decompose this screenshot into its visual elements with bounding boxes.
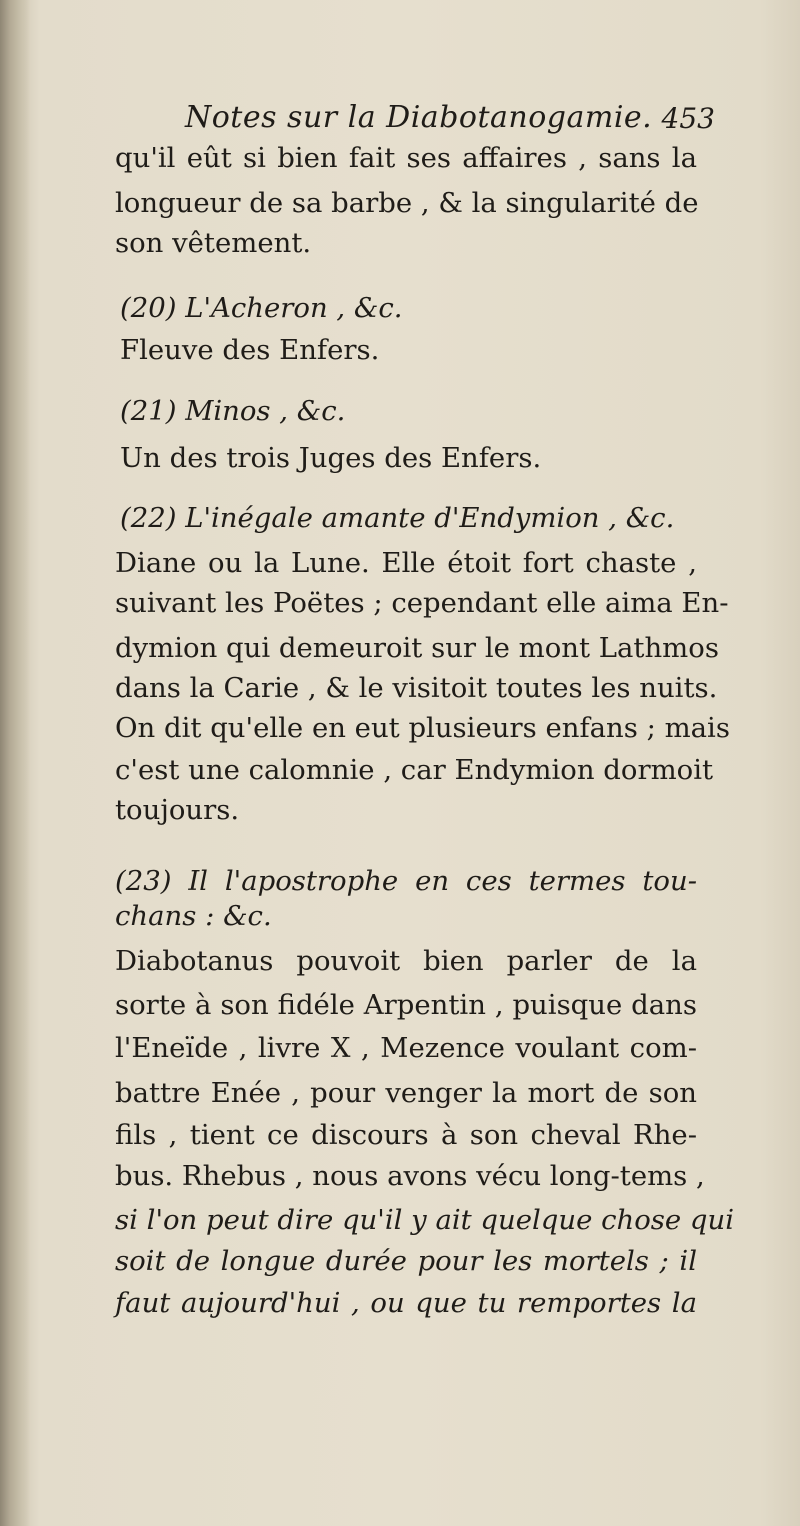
text-line: longueur de sa barbe , & la singularité de	[115, 187, 699, 219]
text-line: Diabotanus pouvoit bien parler de la	[115, 945, 697, 977]
running-title: Notes sur la Diabotanogamie.	[185, 100, 653, 135]
text-line: fils , tient ce discours à son cheval Rhe-	[115, 1119, 697, 1151]
text-line: suivant les Poëtes ; cependant elle aima En-	[115, 587, 729, 619]
note-heading-20: (20) L'Acheron , &c.	[120, 292, 403, 324]
text-line: soit de longue durée pour les mortels ; il	[115, 1245, 697, 1277]
text-line: On dit qu'elle en eut plusieurs enfans ; mais	[115, 712, 730, 744]
text-line: sorte à son fidéle Arpentin , puisque dans	[115, 989, 697, 1021]
note-heading-22: (22) L'inégale amante d'Endymion , &c.	[120, 502, 675, 534]
note-heading-21: (21) Minos , &c.	[120, 395, 346, 427]
note-heading-23: (23) Il l'apostrophe en ces termes tou-	[115, 865, 697, 897]
text-line: battre Enée , pour venger la mort de son	[115, 1077, 697, 1109]
text-line: si l'on peut dire qu'il y ait quelque chose qui	[115, 1204, 735, 1236]
text-line: faut aujourd'hui , ou que tu remportes la	[115, 1287, 697, 1319]
text-line: c'est une calomnie , car Endymion dormoit	[115, 754, 714, 786]
text-line: Fleuve des Enfers.	[120, 334, 380, 366]
text-line: son vêtement.	[115, 227, 312, 259]
text-line: Un des trois Juges des Enfers.	[120, 442, 542, 474]
text-line: dymion qui demeuroit sur le mont Lathmos	[115, 632, 719, 664]
page-binding-shadow	[0, 0, 30, 1526]
page-number: 453	[661, 102, 715, 135]
page-header	[185, 100, 715, 140]
text-line: qu'il eût si bien fait ses affaires , sans la	[115, 142, 697, 174]
text-line: toujours.	[115, 794, 240, 826]
text-line: l'Eneïde , livre X , Mezence voulant com-	[115, 1032, 697, 1064]
text-line: bus. Rhebus , nous avons vécu long-tems ,	[115, 1160, 705, 1192]
text-line: dans la Carie , & le visitoit toutes les nuits.	[115, 672, 718, 704]
text-line: Diane ou la Lune. Elle étoit fort chaste ,	[115, 547, 697, 579]
text-line: chans : &c.	[115, 900, 272, 932]
